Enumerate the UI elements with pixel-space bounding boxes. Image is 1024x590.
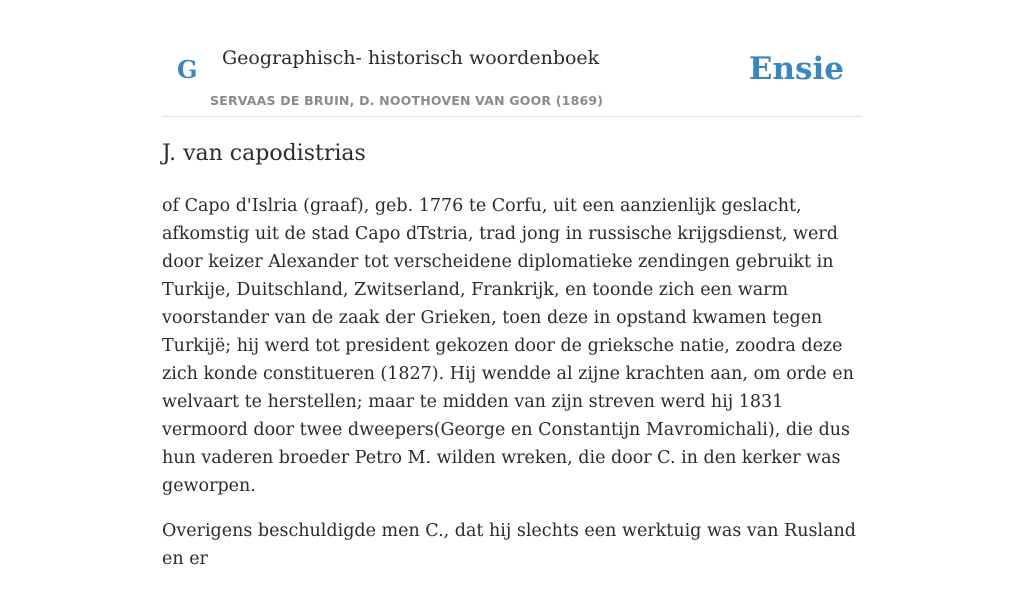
entry-content [162,192,862,590]
entry-title: J. van capodistrias [162,141,366,166]
page-header [162,0,862,117]
book-title-link[interactable]: Geographisch- historisch woordenboek [222,47,600,69]
entry-paragraph: Overigens beschuldigde men C., dat hij slechts een werktuig was van Rusland en er [162,521,856,569]
book-author: SERVAAS DE BRUIN, D. NOOTHOVEN VAN GOOR (1869) [210,93,604,108]
entry-paragraph: of Capo d'Islria (graaf), geb. 1776 te Corfu, uit een aanzienlijk geslacht, afkomstig uit de stad Capo dTstria, trad jong in russische krijgsdienst, werd door keizer Alexander tot verscheidene diplomatieke zendingen gebruikt in Turkije, Duitschland, Zwitserland, Frankrijk, en toonde zich een warm voorstander van de zaak der Grieken, toen deze in opstand kwamen tegen Turkijë; hij werd tot president gekozen door de grieksche natie, zoodra deze zich konde constitueren (1827). Hij wendde al zijne krachten aan, om orde en welvaart te herstellen; maar te midden van zijn streven werd hij 1831 vermoord door twee dweepers(George en Constantijn Mavromichali), die dus hun vaderen broeder Petro M. wilden wreken, die door C. in den kerker was geworpen. [162,196,854,496]
brand-logo[interactable]: Ensie [748,51,844,87]
letter-index-link[interactable]: G [177,55,198,84]
